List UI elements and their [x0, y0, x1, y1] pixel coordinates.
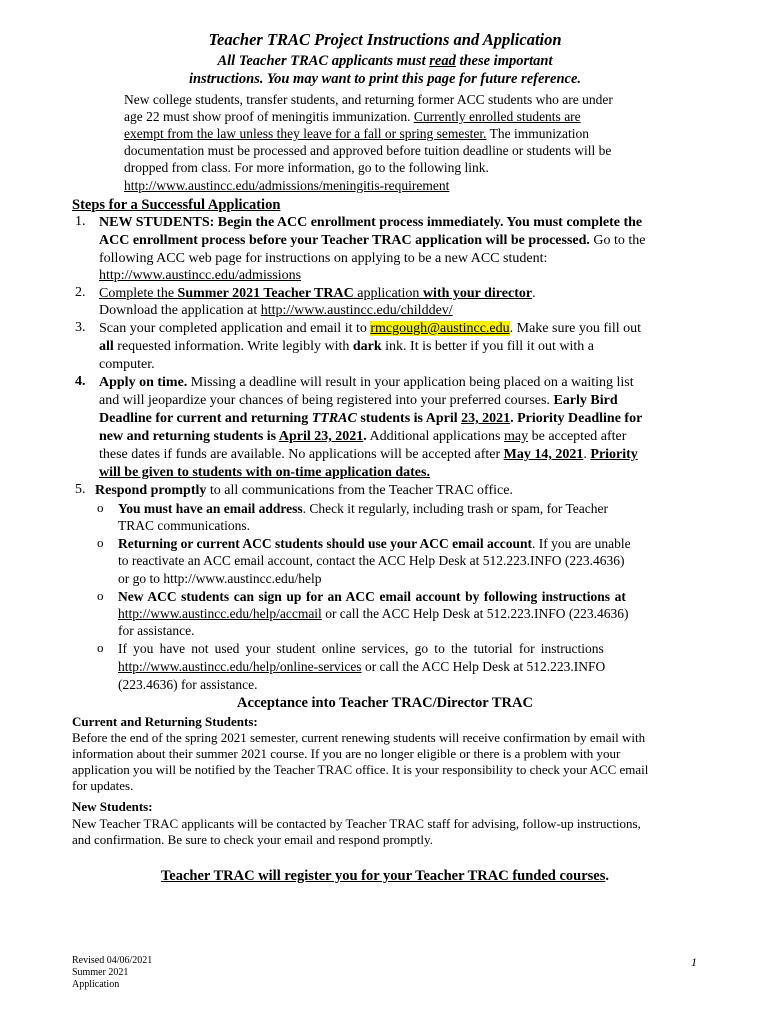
step-5-text: . Check it regularly, including trash or spam, for Teacher [302, 501, 608, 516]
closing-period: . [605, 868, 610, 884]
page-number: 1 [691, 955, 697, 969]
step-1-line: NEW STUDENTS: Begin the ACC enrollment process immediately. You must complete the [99, 215, 643, 230]
bullet-icon: o [97, 588, 104, 603]
meningitis-link[interactable]: http://www.austincc.edu/admissions/meningitis-requirement [124, 178, 450, 193]
step-5-bold-text: You must have an email address [118, 501, 303, 516]
intro-line: dropped from class. For more information, go to the following link. [124, 160, 489, 175]
step-5-bullet-line: for assistance. [118, 623, 195, 638]
step-number: 2. [75, 285, 86, 300]
step-2-line [99, 302, 453, 320]
intro-line: documentation must be processed and approved before tuition deadline or students will be [124, 143, 612, 158]
email-link[interactable]: rmcgough@austincc.edu [370, 321, 510, 336]
step-5-bullet-line: TRAC communications. [118, 518, 250, 533]
step-4-line [99, 392, 618, 410]
step-4-line [99, 374, 634, 392]
step-5-line [95, 482, 513, 500]
step-5-bullet-line: to reactivate an ACC email account, contact the ACC Help Desk at 512.223.INFO (223.4636) [118, 553, 625, 568]
current-students-line: information about their summer 2021 course. If you are no longer eligible or there is a problem with your [72, 746, 621, 761]
step-3-bold-text: dark [352, 339, 382, 354]
step-4-ttrac: TTRAC [311, 411, 357, 426]
step-4-date: May 14, 2021 [503, 447, 584, 462]
step-2-text: Download the application at [99, 303, 261, 318]
new-students-heading: New Students: [72, 799, 153, 814]
step-4-priority: Priority [590, 447, 638, 462]
closing-text: Teacher TRAC will register you for your Teacher TRAC funded courses [160, 868, 606, 884]
step-4-date: 23, 2021 [461, 411, 511, 426]
step-3-line: computer. [99, 357, 155, 372]
intro-line [124, 108, 581, 125]
intro-text: The immunization [486, 126, 589, 141]
online-services-link[interactable]: http://www.austincc.edu/help/online-services [118, 659, 362, 674]
step-2-text: . [532, 286, 536, 301]
step-4-line [99, 428, 626, 446]
intro-underlined-text: exempt from the law unless they leave for a fall or spring semester. [124, 126, 487, 141]
notice-line-2: instructions. You may want to print this page for future reference. [188, 71, 582, 87]
document-title: Teacher TRAC Project Instructions and Application [208, 30, 562, 49]
step-5-bullet-line [118, 605, 629, 622]
step-number: 1. [75, 214, 86, 229]
step-number: 3. [75, 320, 86, 335]
step-5-bullet-line [118, 658, 605, 675]
step-4-bold-text: new and returning students is [99, 429, 279, 444]
bullet-icon: o [97, 500, 104, 515]
step-4-text: Missing a deadline will result in your application being placed on a waiting list [187, 375, 634, 390]
intro-line [124, 125, 589, 142]
step-4-may: may [504, 429, 529, 444]
step-4-bold-text: Early Bird [553, 393, 618, 408]
step-3-text: . Make sure you fill out [509, 321, 642, 336]
step-3-line [99, 320, 641, 338]
step-5-bullet-line: If you have not used your student online services, go to the tutorial for instructions [118, 641, 604, 656]
new-students-line: and confirmation. Be sure to check your email and respond promptly. [72, 832, 433, 847]
step-5-bold-text: Returning or current ACC students should use your ACC email account [118, 536, 533, 551]
admissions-link[interactable]: http://www.austincc.edu/admissions [99, 268, 302, 283]
step-4-date: April 23, 2021 [278, 429, 364, 444]
step-4-text: and will jeopardize your chances of being registered into your preferred courses. [99, 393, 554, 408]
footer-revised: Revised 04/06/2021 [72, 955, 153, 966]
step-3-text: requested information. Write legibly with [113, 339, 353, 354]
step-4-text: these dates if funds are available. No applications will be accepted after [99, 447, 504, 462]
step-3-text: Scan your completed application and email it to [99, 321, 371, 336]
closing-statement [0, 868, 770, 885]
step-2-line [99, 285, 536, 303]
step-2-text: application [353, 286, 423, 301]
new-students-line: New Teacher TRAC applicants will be contacted by Teacher TRAC staff for advising, follow-up instructions, [72, 816, 641, 831]
step-5-bullet-line: (223.4636) for assistance. [118, 677, 258, 692]
step-5-bold-text: Respond promptly [95, 483, 207, 498]
notice-read-emphasis: read [429, 53, 456, 69]
current-students-line: Before the end of the spring 2021 semester, current renewing students will receive confirmation by email with [72, 730, 646, 745]
step-4-bold-text: students is April [356, 411, 462, 426]
step-number: 4. [75, 374, 86, 389]
step-4-line [99, 410, 642, 428]
step-2-term: Summer 2021 Teacher TRAC [177, 286, 354, 301]
step-5-text: or call the ACC Help Desk at 512.223.INFO [361, 659, 606, 674]
step-5-bullet-line: or go to http://www.austincc.edu/help [118, 571, 322, 586]
step-5-bullet-line: New ACC students can sign up for an ACC email account by following instructions at [118, 589, 626, 604]
step-4-text: Additional applications [366, 429, 504, 444]
footer-term: Summer 2021 [72, 967, 129, 978]
step-4-line [99, 446, 638, 464]
step-3-bold-text: all [99, 339, 114, 354]
intro-underlined-text: Currently enrolled students are [413, 109, 581, 124]
step-1-text: Go to the [589, 233, 646, 248]
step-4-bold-text: . [363, 429, 367, 444]
step-4-bold-text: Apply on time. [99, 375, 188, 390]
step-4-line: will be given to students with on-time application dates. [99, 465, 430, 480]
step-1-line: following ACC web page for instructions on applying to be a new ACC student: [99, 251, 548, 266]
current-students-line: for updates. [72, 778, 134, 793]
footer-doc: Application [72, 979, 120, 990]
step-number: 5. [75, 482, 86, 497]
intro-line: New college students, transfer students, and returning former ACC students who are under [124, 92, 613, 107]
step-5-bullet-line [118, 500, 608, 517]
bullet-icon: o [97, 640, 104, 655]
step-2-director: with your director [422, 286, 533, 301]
step-1-bold-text: ACC enrollment process before your Teacher TRAC application will be processed. [99, 233, 590, 248]
step-3-line [99, 338, 594, 356]
step-3-text: ink. It is better if you fill it out with a [381, 339, 594, 354]
intro-text: age 22 must show proof of meningitis immunization. [124, 109, 414, 124]
step-2-text: Complete the [99, 286, 178, 301]
step-1-line [99, 232, 646, 250]
acceptance-heading: Acceptance into Teacher TRAC/Director TRAC [237, 695, 533, 711]
current-students-heading: Current and Returning Students: [72, 714, 258, 729]
step-4-bold-text: . Priority Deadline for [510, 411, 643, 426]
step-4-bold-text: Deadline for current and returning [99, 411, 312, 426]
notice-line-1 [0, 53, 770, 70]
step-5-text: or call the ACC Help Desk at 512.223.INFO (223.4636) [321, 606, 629, 621]
bullet-icon: o [97, 535, 104, 550]
step-4-text: be accepted after [528, 429, 627, 444]
step-4-text: . [583, 447, 591, 462]
step-5-text: . If you are unable [532, 536, 631, 551]
accmail-link[interactable]: http://www.austincc.edu/help/accmail [118, 606, 322, 621]
step-5-bullet-line [118, 535, 631, 552]
step-5-text: to all communications from the Teacher TRAC office. [206, 483, 513, 498]
childdev-link[interactable]: http://www.austincc.edu/childdev/ [260, 303, 453, 318]
notice-text: these important [455, 53, 553, 69]
current-students-line: application you will be notified by the Teacher TRAC office. It is your responsibility to check your ACC email [72, 762, 649, 777]
steps-heading: Steps for a Successful Application [72, 197, 281, 213]
notice-text: All Teacher TRAC applicants must [217, 53, 430, 69]
